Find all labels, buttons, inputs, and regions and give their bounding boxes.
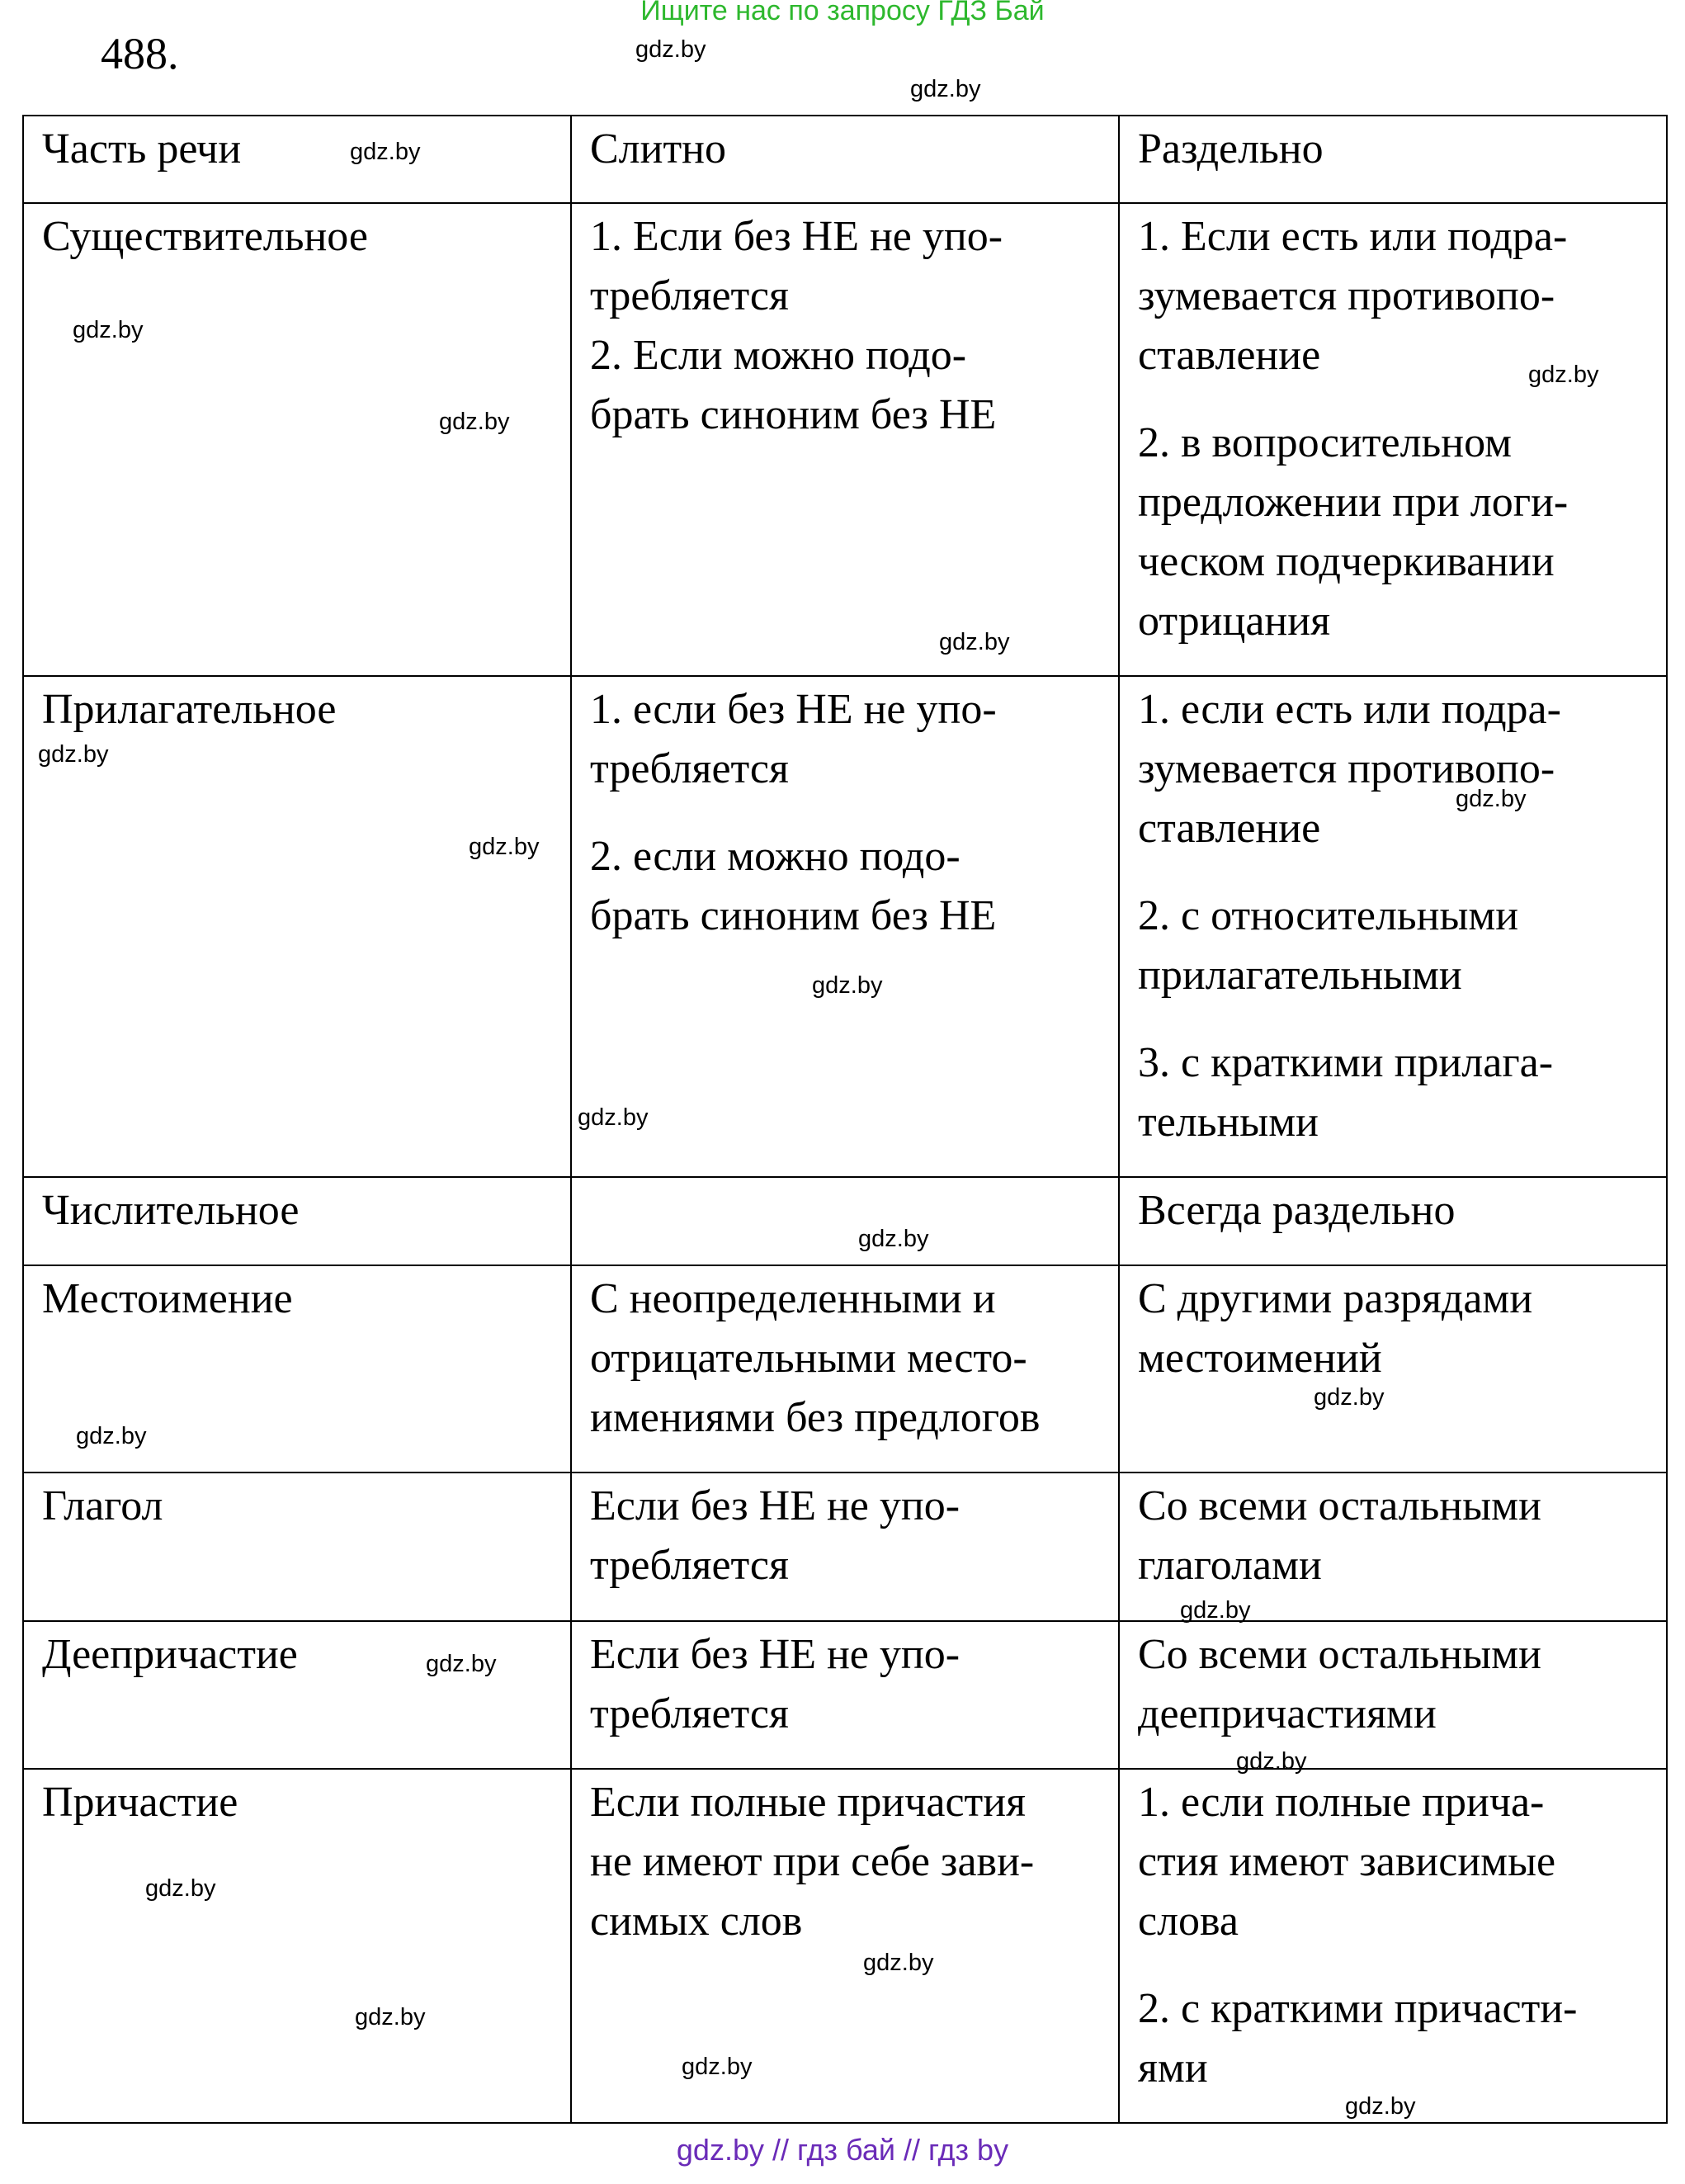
table-row bbox=[23, 1769, 1667, 2123]
watermark: gdz.by bbox=[858, 1226, 929, 1252]
watermark: gdz.by bbox=[73, 317, 144, 343]
watermark: gdz.by bbox=[469, 834, 540, 860]
watermark: gdz.by bbox=[76, 1423, 147, 1449]
cell-line: ставление bbox=[1138, 332, 1321, 379]
cell-line: глаголами bbox=[1138, 1542, 1322, 1589]
search-banner: Ищите нас по запросу ГДЗ Бай bbox=[640, 0, 1045, 26]
cell-line: 2. с краткими причасти- bbox=[1138, 1985, 1578, 2032]
separate-cell bbox=[1119, 1265, 1667, 1473]
cell-line: брать синоним без НЕ bbox=[590, 391, 997, 438]
cell-line: деепричастиями bbox=[1138, 1690, 1437, 1737]
cell-line: имениями без предлогов bbox=[590, 1394, 1041, 1441]
cell-line: тельными bbox=[1138, 1099, 1319, 1146]
cell-line: С неопределенными и bbox=[590, 1275, 996, 1322]
header-together: Слитно bbox=[571, 116, 1119, 203]
watermark: gdz.by bbox=[145, 1875, 216, 1902]
cell-line: отрицательными место- bbox=[590, 1335, 1027, 1382]
watermark: gdz.by bbox=[439, 409, 510, 435]
part-of-speech-cell: Причастие bbox=[23, 1769, 571, 2123]
watermark: gdz.by bbox=[910, 76, 981, 102]
table-row bbox=[23, 676, 1667, 1177]
cell-line: отрицания bbox=[1138, 598, 1330, 645]
cell-line: 2. если можно подо- bbox=[590, 833, 960, 880]
cell-line: Со всеми остальными bbox=[1138, 1482, 1541, 1529]
cell-line: ческом подчеркивании bbox=[1138, 538, 1555, 585]
separate-cell bbox=[1119, 203, 1667, 676]
cell-line: 2. в вопросительном bbox=[1138, 419, 1512, 466]
cell-line: требляется bbox=[590, 1542, 789, 1589]
cell-line: 1. если полные прича- bbox=[1138, 1779, 1545, 1826]
footer-link-gdz-bai[interactable]: гдз бай bbox=[797, 2133, 895, 2167]
footer-separator: // bbox=[772, 2133, 790, 2167]
table-row bbox=[23, 203, 1667, 676]
footer-links bbox=[0, 2133, 1685, 2167]
cell-line: 1. если без НЕ не упо- bbox=[590, 686, 997, 733]
watermark: gdz.by bbox=[578, 1104, 649, 1131]
cell-line: 3. с краткими прилага- bbox=[1138, 1039, 1554, 1086]
part-of-speech-cell: Числительное bbox=[23, 1177, 571, 1265]
cell-line: предложении при логи- bbox=[1138, 479, 1569, 526]
cell-line: 1. Если есть или подра- bbox=[1138, 213, 1568, 260]
watermark: gdz.by bbox=[1180, 1597, 1251, 1624]
together-cell bbox=[571, 1473, 1119, 1621]
header-separate: Раздельно bbox=[1119, 116, 1667, 203]
cell-line: Если без НЕ не упо- bbox=[590, 1482, 960, 1529]
cell-line: стия имеют зависимые bbox=[1138, 1838, 1556, 1885]
watermark: gdz.by bbox=[426, 1651, 497, 1677]
cell-line: зумевается противопо- bbox=[1138, 272, 1555, 319]
cell-line: 1. Если без НЕ не упо- bbox=[590, 213, 1003, 260]
cell-line: 1. если есть или подра- bbox=[1138, 686, 1561, 733]
together-cell bbox=[571, 1265, 1119, 1473]
table-row bbox=[23, 1473, 1667, 1621]
watermark: gdz.by bbox=[812, 972, 883, 999]
together-cell bbox=[571, 1621, 1119, 1769]
cell-line: 2. с относительными bbox=[1138, 892, 1519, 939]
cell-line: требляется bbox=[590, 745, 789, 792]
cell-line: Если без НЕ не упо- bbox=[590, 1631, 960, 1678]
cell-line: Всегда раздельно bbox=[1138, 1187, 1456, 1234]
cell-line: не имеют при себе зави- bbox=[590, 1838, 1035, 1885]
cell-line: местоимений bbox=[1138, 1335, 1382, 1382]
part-of-speech-cell: Существительное bbox=[23, 203, 571, 676]
cell-line: Если полные причастия bbox=[590, 1779, 1026, 1826]
table-row bbox=[23, 1177, 1667, 1265]
table-header-row bbox=[23, 116, 1667, 203]
together-cell bbox=[571, 676, 1119, 1177]
watermark: gdz.by bbox=[682, 2054, 753, 2080]
watermark: gdz.by bbox=[1236, 1748, 1307, 1775]
separate-cell bbox=[1119, 676, 1667, 1177]
cell-line: прилагательными bbox=[1138, 952, 1462, 999]
watermark: gdz.by bbox=[38, 741, 109, 768]
watermark: gdz.by bbox=[350, 139, 421, 165]
cell-line: зумевается противопо- bbox=[1138, 745, 1555, 792]
together-cell bbox=[571, 1177, 1119, 1265]
watermark: gdz.by bbox=[863, 1950, 934, 1976]
cell-line: Со всеми остальными bbox=[1138, 1631, 1541, 1678]
together-cell bbox=[571, 1769, 1119, 2123]
watermark: gdz.by bbox=[635, 36, 706, 63]
cell-line: требляется bbox=[590, 1690, 789, 1737]
cell-line: ями bbox=[1138, 2045, 1208, 2092]
footer-link-gdz-by[interactable]: gdz.by bbox=[676, 2133, 764, 2167]
cell-line: брать синоним без НЕ bbox=[590, 892, 997, 939]
together-cell bbox=[571, 203, 1119, 676]
watermark: gdz.by bbox=[1528, 362, 1599, 388]
separate-cell bbox=[1119, 1621, 1667, 1769]
task-number: 488. bbox=[101, 29, 179, 78]
table-row bbox=[23, 1621, 1667, 1769]
table-row bbox=[23, 1265, 1667, 1473]
part-of-speech-cell: Деепричастие bbox=[23, 1621, 571, 1769]
watermark: gdz.by bbox=[355, 2004, 426, 2030]
cell-line: слова bbox=[1138, 1898, 1239, 1945]
footer-link-gdz-by-cyr[interactable]: гдз by bbox=[928, 2133, 1009, 2167]
separate-cell bbox=[1119, 1177, 1667, 1265]
cell-line: ставление bbox=[1138, 805, 1321, 852]
watermark: gdz.by bbox=[1314, 1384, 1385, 1411]
part-of-speech-cell: Местоимение bbox=[23, 1265, 571, 1473]
part-of-speech-cell: Глагол bbox=[23, 1473, 571, 1621]
rules-table bbox=[22, 115, 1668, 2124]
cell-line: симых слов bbox=[590, 1898, 803, 1945]
watermark: gdz.by bbox=[939, 629, 1010, 655]
header-part-of-speech: Часть речи bbox=[23, 116, 571, 203]
cell-line: 2. Если можно подо- bbox=[590, 332, 967, 379]
watermark: gdz.by bbox=[1456, 786, 1527, 812]
part-of-speech-cell: Прилагательное bbox=[23, 676, 571, 1177]
watermark: gdz.by bbox=[1345, 2093, 1416, 2120]
cell-line: С другими разрядами bbox=[1138, 1275, 1533, 1322]
footer-separator: // bbox=[904, 2133, 921, 2167]
separate-cell bbox=[1119, 1769, 1667, 2123]
cell-line: требляется bbox=[590, 272, 789, 319]
